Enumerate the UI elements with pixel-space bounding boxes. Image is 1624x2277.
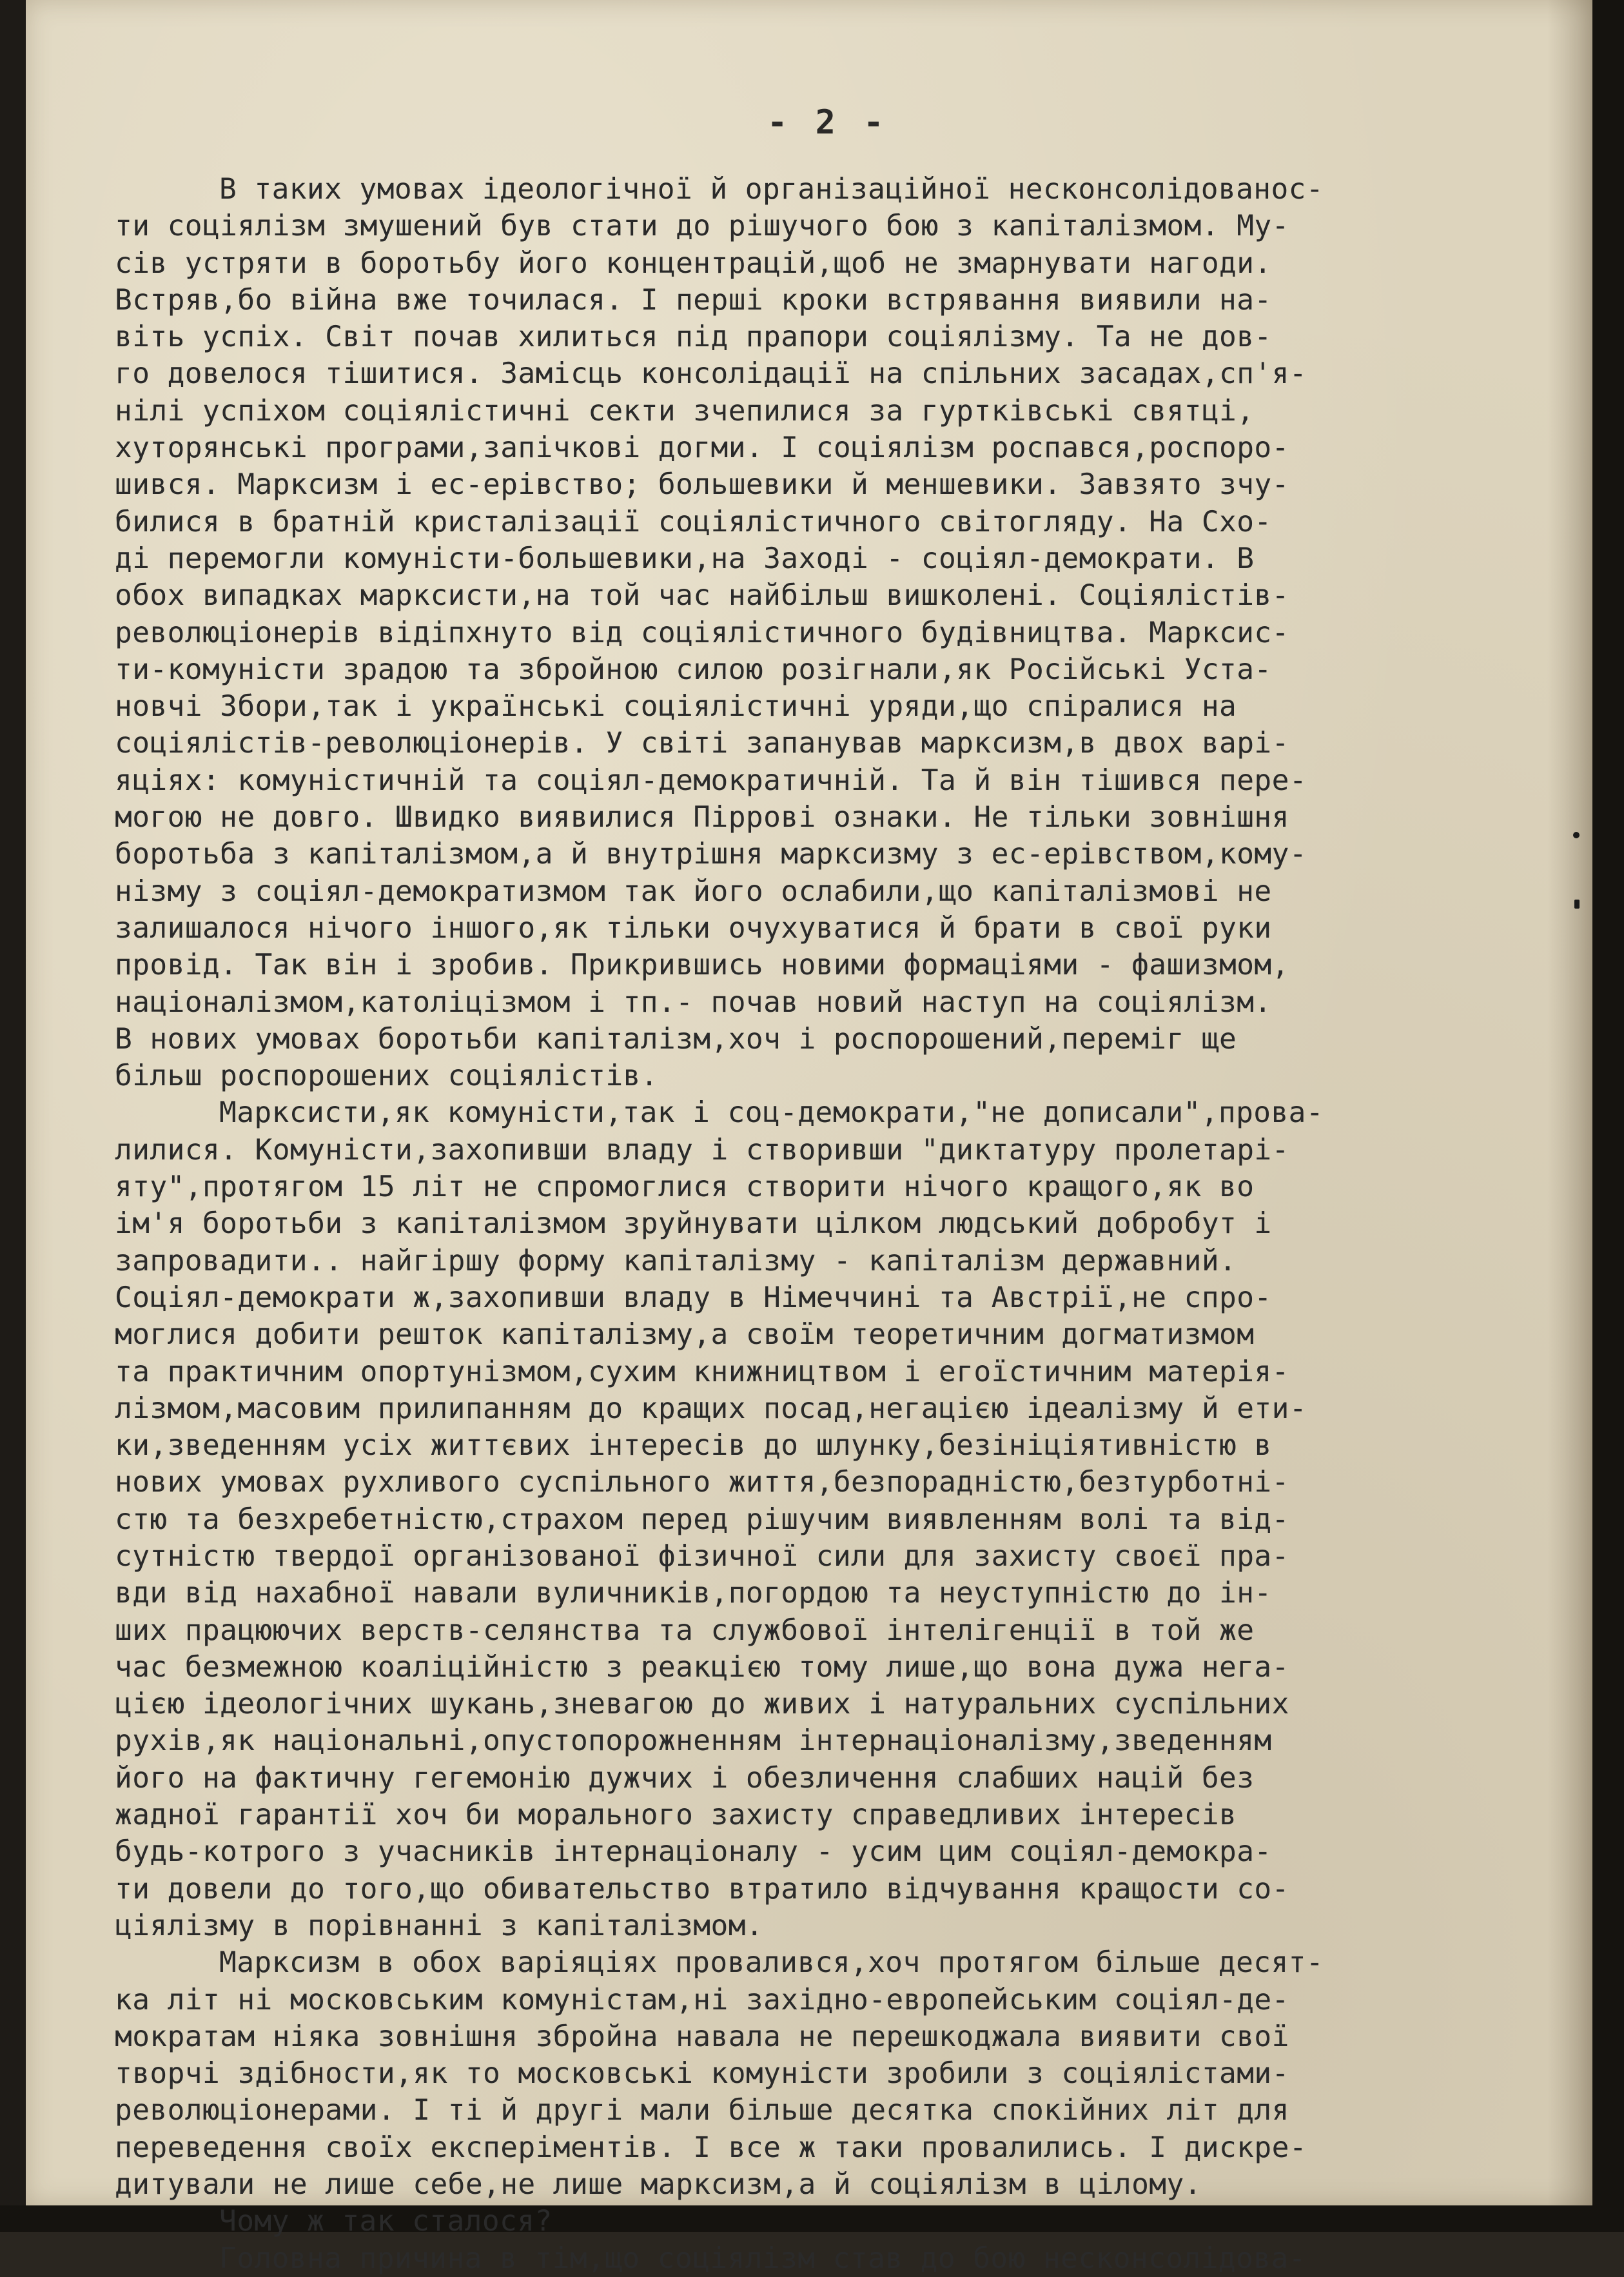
text-line: Чому ж так сталося?: [219, 2205, 553, 2238]
text-line: шився. Марксизм і ес-ерівство; большевики й меншевики. Завзято зчу-: [115, 468, 1289, 502]
text-line: Марксизм в обох варіяціях провалився,хоч протягом більше десят-: [219, 1946, 1324, 1980]
text-line: лізмом,масовим прилипанням до кращих посад,негацією ідеалізму й ети-: [115, 1392, 1307, 1425]
text-line: дитували не лише себе,не лише марксизм,а й соціялізм в цілому.: [115, 2168, 1202, 2202]
text-line: Встряв,бо війна вже точилася. І перші кроки встрявання виявили на-: [115, 283, 1272, 317]
text-line: ка літ ні московським комуністам,ні західно-европейським соціял-де-: [115, 1983, 1289, 2016]
text-line: лилися. Комуністи,захопивши владу і створивши "диктатуру пролетарі-: [115, 1133, 1289, 1167]
text-line: час безмежною коаліційністю з реакцією тому лише,що вона дужа нега-: [115, 1650, 1289, 1684]
scan-border-right: [1592, 0, 1624, 2232]
text-line: ціялізму в порівнанні з капіталізмом.: [115, 1909, 764, 1942]
text-line: сутністю твердої організованої фізичної сили для захисту своєї пра-: [115, 1539, 1289, 1573]
text-line: більш роспорошених соціялістів.: [115, 1060, 658, 1093]
text-line: націоналізмом,католіцізмом і тп.- почав новий наступ на соціялізм.: [115, 985, 1272, 1019]
text-line: яту",протягом 15 літ не спромоглися створити нічого кращого,як во: [115, 1170, 1255, 1204]
text-line: ти довели до того,що обивательство втратило відчування кращости со-: [115, 1872, 1289, 1906]
text-line: революціонерами. І ті й другі мали більше десятка спокійних літ для: [115, 2094, 1289, 2127]
text-line: віть успіх. Світ почав хилиться під прапори соціялізму. Та не дов-: [115, 320, 1272, 354]
text-line: ших працюючих верств-селянства та службової інтелігенції в той же: [115, 1613, 1255, 1647]
text-line: Головна причина в тім,що соціялізм став до бою несконсолідова-: [219, 2242, 1306, 2275]
text-line: ти-комуністи зрадою та збройною силою розігнали,як Російські Уста-: [115, 653, 1272, 686]
text-line: нових умовах рухливого суспільного життя,безпорадністю,безтурботні-: [115, 1466, 1289, 1499]
text-line: та практичним опортунізмом,сухим книжництвом і егоїстичним матерія-: [115, 1355, 1289, 1388]
text-line: вди від нахабної навали вуличників,погордою та неуступністю до ін-: [115, 1577, 1272, 1610]
text-line: ки,зведенням усіх життєвих інтересів до шлунку,безініціятивністю в: [115, 1429, 1272, 1463]
text-line: творчі здібности,як то московські комуністи зробили з соціялістами-: [115, 2057, 1289, 2091]
text-line: новчі Збори,так і українські соціялістичні уряди,що спіралися на: [115, 690, 1237, 724]
text-line: хуторянські програми,запічкові догми. І соціялізм роспався,роспоро-: [115, 431, 1289, 465]
text-line: В таких умовах ідеологічної й організаційної несконсолідованос-: [219, 173, 1324, 206]
text-line: нілі успіхом соціялістичні секти зчепилися за гуртківські святці,: [115, 394, 1255, 428]
text-line: мократам ніяка зовнішня збройна навала не перешкоджала виявити свої: [115, 2020, 1289, 2053]
text-line: билися в братній кристалізації соціялістичного світогляду. На Схо-: [115, 505, 1272, 538]
text-line: яціях: комуністичній та соціял-демократичній. Та й він тішився пере-: [115, 764, 1307, 797]
text-line: рухів,як національні,опустопорожненням інтернаціоналізму,зведенням: [115, 1724, 1272, 1758]
text-line: моглися добити решток капіталізму,а своїм теоретичним догматизмом: [115, 1318, 1255, 1352]
page-number: - 2 -: [767, 103, 888, 142]
text-line: його на фактичну гегемонію дужчих і обезличення слабших націй без: [115, 1761, 1255, 1795]
text-line: революціонерів відіпхнуто від соціялістичного будівництва. Марксис-: [115, 616, 1289, 649]
text-line: соціялістів-революціонерів. У світі запанував марксизм,в двох варі-: [115, 727, 1289, 760]
text-line: боротьба з капіталізмом,а й внутрішня марксизму з ес-ерівством,кому-: [115, 838, 1307, 871]
margin-mark-dot: [1574, 900, 1580, 909]
text-line: залишалося нічого іншого,як тільки очухуватися й брати в свої руки: [115, 911, 1272, 945]
text-line: запровадити.. найгіршу форму капіталізму - капіталізм державний.: [115, 1244, 1237, 1277]
text-line: го довелося тішитися. Замісць консолідації на спільних засадах,сп'я-: [115, 357, 1307, 391]
text-line: Марксисти,як комуністи,так і соц-демократи,"не дописали",прова-: [219, 1096, 1324, 1130]
text-line: нізму з соціял-демократизмом так його ослабили,що капіталізмові не: [115, 874, 1272, 908]
text-line: будь-котрого з учасників інтернаціоналу - усим цим соціял-демокра-: [115, 1835, 1272, 1869]
text-line: Соціял-демократи ж,захопивши владу в Німеччині та Австрії,не спро-: [115, 1281, 1272, 1314]
text-line: переведення своїх експеріментів. І все ж таки провалились. І дискре-: [115, 2131, 1307, 2164]
page-edge-shadow: [1547, 0, 1592, 2205]
text-line: ді перемогли комуністи-большевики,на Заході - соціял-демократи. В: [115, 542, 1255, 575]
typewritten-body: [115, 171, 1482, 2277]
text-line: сів устряти в боротьбу його концентрацій,щоб не змарнувати нагоди.: [115, 246, 1272, 280]
text-line: провід. Так він і зробив. Прикрившись новими формаціями - фашизмом,: [115, 949, 1289, 982]
text-line: стю та безхребетністю,страхом перед рішучим виявленням волі та від-: [115, 1503, 1289, 1536]
text-line: ім'я боротьби з капіталізмом зруйнувати цілком людський добробут і: [115, 1207, 1272, 1241]
text-line: могою не довго. Швидко виявилися Піррові ознаки. Не тільки зовнішня: [115, 801, 1289, 834]
text-line: обох випадках марксисти,на той час найбільш вишколені. Соціялістів-: [115, 579, 1289, 613]
text-line: жадної гарантії хоч би морального захисту справедливих інтересів: [115, 1799, 1237, 1832]
text-line: ти соціялізм змушений був стати до рішучого бою з капіталізмом. Му-: [115, 210, 1289, 243]
text-line: В нових умовах боротьби капіталізм,хоч і роспорошений,переміг ще: [115, 1022, 1237, 1056]
margin-mark-dot: [1573, 832, 1580, 838]
text-line: цією ідеологічних шукань,зневагою до живих і натуральних суспільних: [115, 1688, 1289, 1721]
